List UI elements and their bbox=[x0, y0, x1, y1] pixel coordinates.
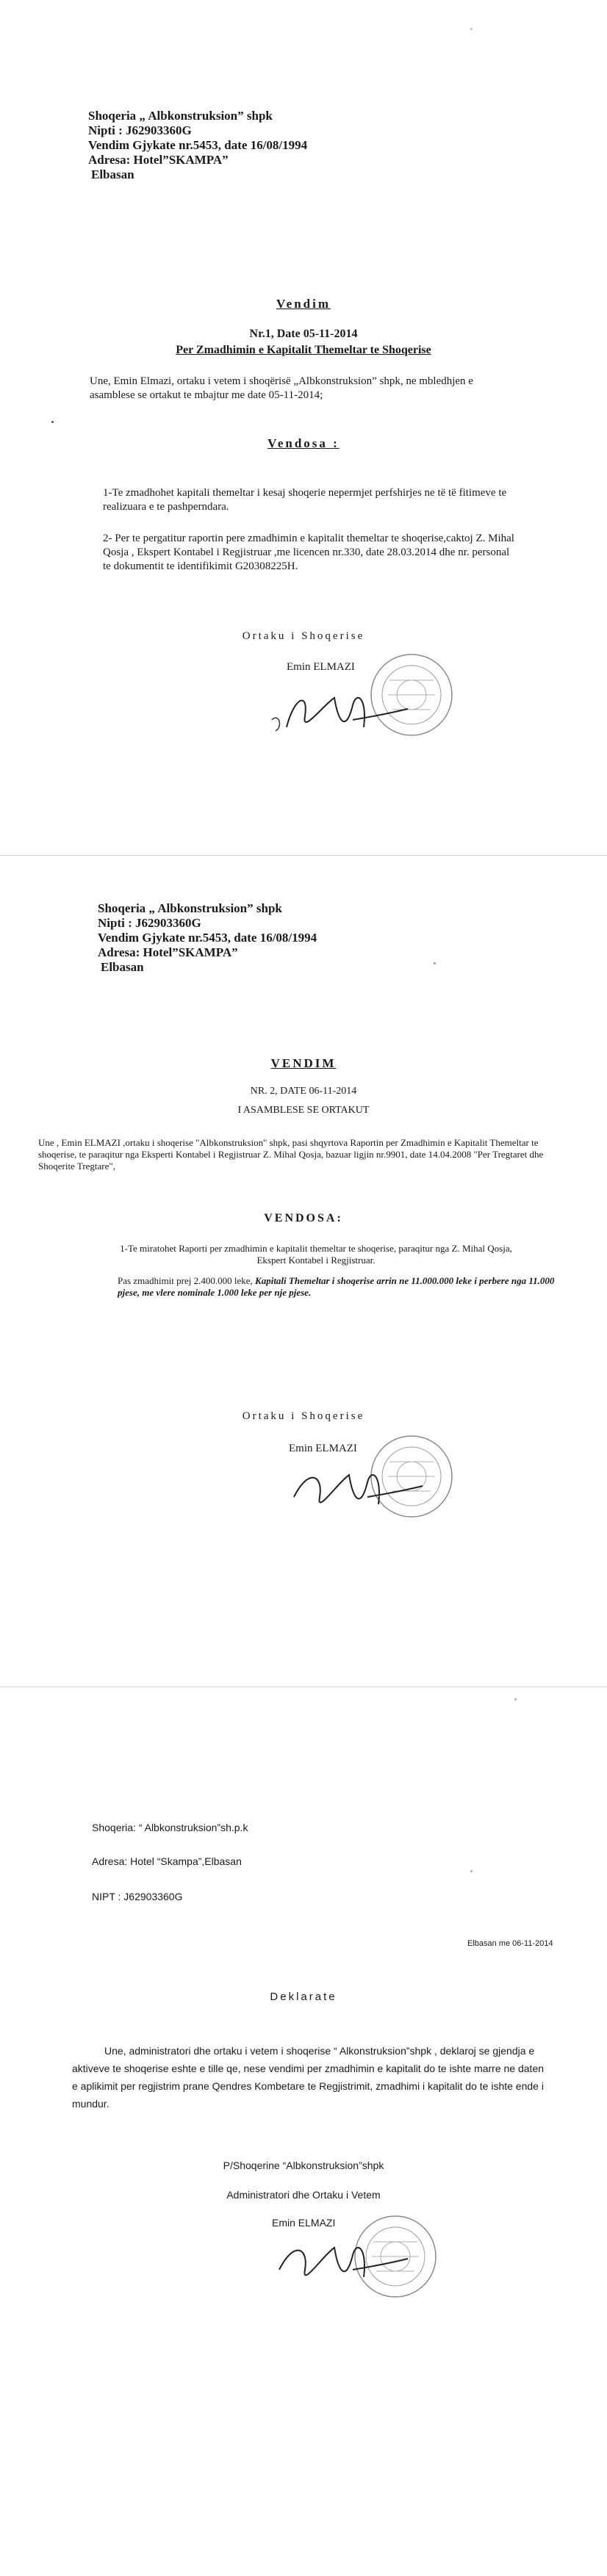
page-separator bbox=[0, 855, 607, 856]
decision-number-date: Nr.1, Date 05-11-2014 bbox=[249, 328, 358, 340]
company-nipt: NIPT : J62903360G bbox=[92, 1891, 183, 1902]
sign-company: P/Shoqerine “Albkonstruksion”shpk bbox=[223, 2160, 384, 2171]
page-1 bbox=[0, 0, 607, 852]
decision-number-date: NR. 2, DATE 06-11-2014 bbox=[250, 1086, 357, 1097]
company-header bbox=[98, 901, 317, 975]
signatory-name: Emin ELMAZI bbox=[272, 2217, 336, 2229]
document-title: VENDIM bbox=[270, 1056, 337, 1070]
signature bbox=[265, 676, 412, 749]
signature bbox=[279, 1453, 426, 1526]
scan-speck bbox=[51, 421, 54, 423]
court-decision: Vendim Gjykate nr.5453, date 16/08/1994 bbox=[88, 138, 308, 152]
page-3 bbox=[0, 1689, 607, 2576]
company-name: Shoqeria „ Albkonstruksion” shpk bbox=[88, 109, 273, 123]
scan-speck bbox=[514, 1698, 517, 1700]
page-separator bbox=[0, 1686, 607, 1687]
document-title: Deklarate bbox=[270, 1991, 337, 2003]
decision-subject: I ASAMBLESE SE ORTAKUT bbox=[237, 1105, 370, 1116]
company-address: Adresa: Hotel”SKAMPA” bbox=[98, 945, 238, 959]
decision-item-2 bbox=[118, 1275, 570, 1299]
sign-role: Administratori dhe Ortaku i Vetem bbox=[226, 2189, 381, 2201]
company-header bbox=[88, 109, 307, 182]
decision-subject: Per Zmadhimin e Kapitalit Themeltar te Shoqerise bbox=[176, 344, 431, 356]
company-address: Adresa: Hotel “Skampa”,Elbasan bbox=[92, 1855, 242, 1867]
company-name: Shoqeria „ Albkonstruksion” shpk bbox=[98, 901, 282, 915]
decision-item-1: 1-Te miratohet Raporti per zmadhimin e kapitalit themeltar te shoqerise, paraqitur nga Z. Mihal Qosja, Ekspert Kontabel i Regjistruar. bbox=[120, 1243, 512, 1266]
signatory-name: Emin ELMAZI bbox=[289, 1443, 357, 1454]
company-name: Shoqeria: “ Albkonstruksion”sh.p.k bbox=[92, 1822, 248, 1833]
company-city: Elbasan bbox=[101, 960, 144, 974]
document-title: Vendim bbox=[276, 297, 331, 311]
decision-item-2-capital: Kapitali Themeltar i shoqerise arrin ne 11.000.000 leke i perbere nga 11.000 pjese, me vlere nominale 1.000 leke per nje pjese. bbox=[118, 1275, 555, 1298]
decisions-heading: VENDOSA: bbox=[264, 1212, 343, 1224]
decision-item-2: 2- Per te pergatitur raportin pere zmadhimin e kapitalit themeltar te shoqerise,caktoj Z. Mihal Qosja , Ekspert Kontabel i Regjistruar ,me licencen nr.330, date 28.03.2014 dhe nr. personal te dokumentit te identifikimit G20308225H. bbox=[103, 533, 514, 572]
decision-intro: Une, Emin Elmazi, ortaku i vetem i shoqërisë „Albkonstruksion” shpk, ne mbledhjen e asamblese se ortakut te mbajtur me date 05-11-2014; bbox=[90, 375, 473, 401]
signatory-role: Ortaku i Shoqerise bbox=[242, 630, 365, 642]
decision-item-2-prefix: Pas zmadhimit prej 2.400.000 leke, bbox=[118, 1275, 256, 1286]
decisions-heading: Vendosa : bbox=[267, 436, 340, 450]
court-decision: Vendim Gjykate nr.5453, date 16/08/1994 bbox=[98, 931, 317, 945]
company-nipt: Nipti : J62903360G bbox=[98, 916, 201, 930]
page-2 bbox=[0, 858, 607, 1684]
scan-speck bbox=[434, 962, 436, 964]
signatory-name: Emin ELMAZI bbox=[287, 661, 355, 673]
company-city: Elbasan bbox=[91, 167, 134, 181]
signatory-role: Ortaku i Shoqerise bbox=[242, 1410, 365, 1422]
signature bbox=[265, 2226, 412, 2299]
declaration-body: Une, administratori dhe ortaku i vetem i shoqerise “ Alkonstruksion”shpk , deklaroj se gjendja e aktiveve te shoqerise eshte e tille qe, nese vendimi per zmadhimin e kapitalit do te ishte marre ne daten e aplikimit per regjistrim prane Qendres Kombetare te Regjistrimit, zmadhimi i kapitalit do te ishte ende i mundur. bbox=[72, 2045, 545, 2110]
scan-speck bbox=[470, 28, 473, 30]
company-nipt: Nipti : J62903360G bbox=[88, 123, 192, 137]
place-date: Elbasan me 06-11-2014 bbox=[467, 1939, 553, 1948]
decision-item-1: 1-Te zmadhohet kapitali themeltar i kesaj shoqerie nepermjet perfshirjes ne të të fitimeve te realizuara e te pashperndara. bbox=[103, 487, 507, 513]
decision-intro: Une , Emin ELMAZI ,ortaku i shoqerise "Albkonstruksion" shpk, pasi shqyrtova Raportin per Zmadhimin e Kapitalit Themeltar te shoqerise, te paraqitur nga Eksperti Kontabel i Regjistruar Z. Mihal Qosja, bazuar ligjin nr.9901, date 14.04.2008 "Per Tregtaret dhe Shoqerite Tregtare", bbox=[38, 1137, 544, 1172]
scan-speck bbox=[470, 1870, 473, 1872]
company-address: Adresa: Hotel”SKAMPA” bbox=[88, 153, 229, 167]
